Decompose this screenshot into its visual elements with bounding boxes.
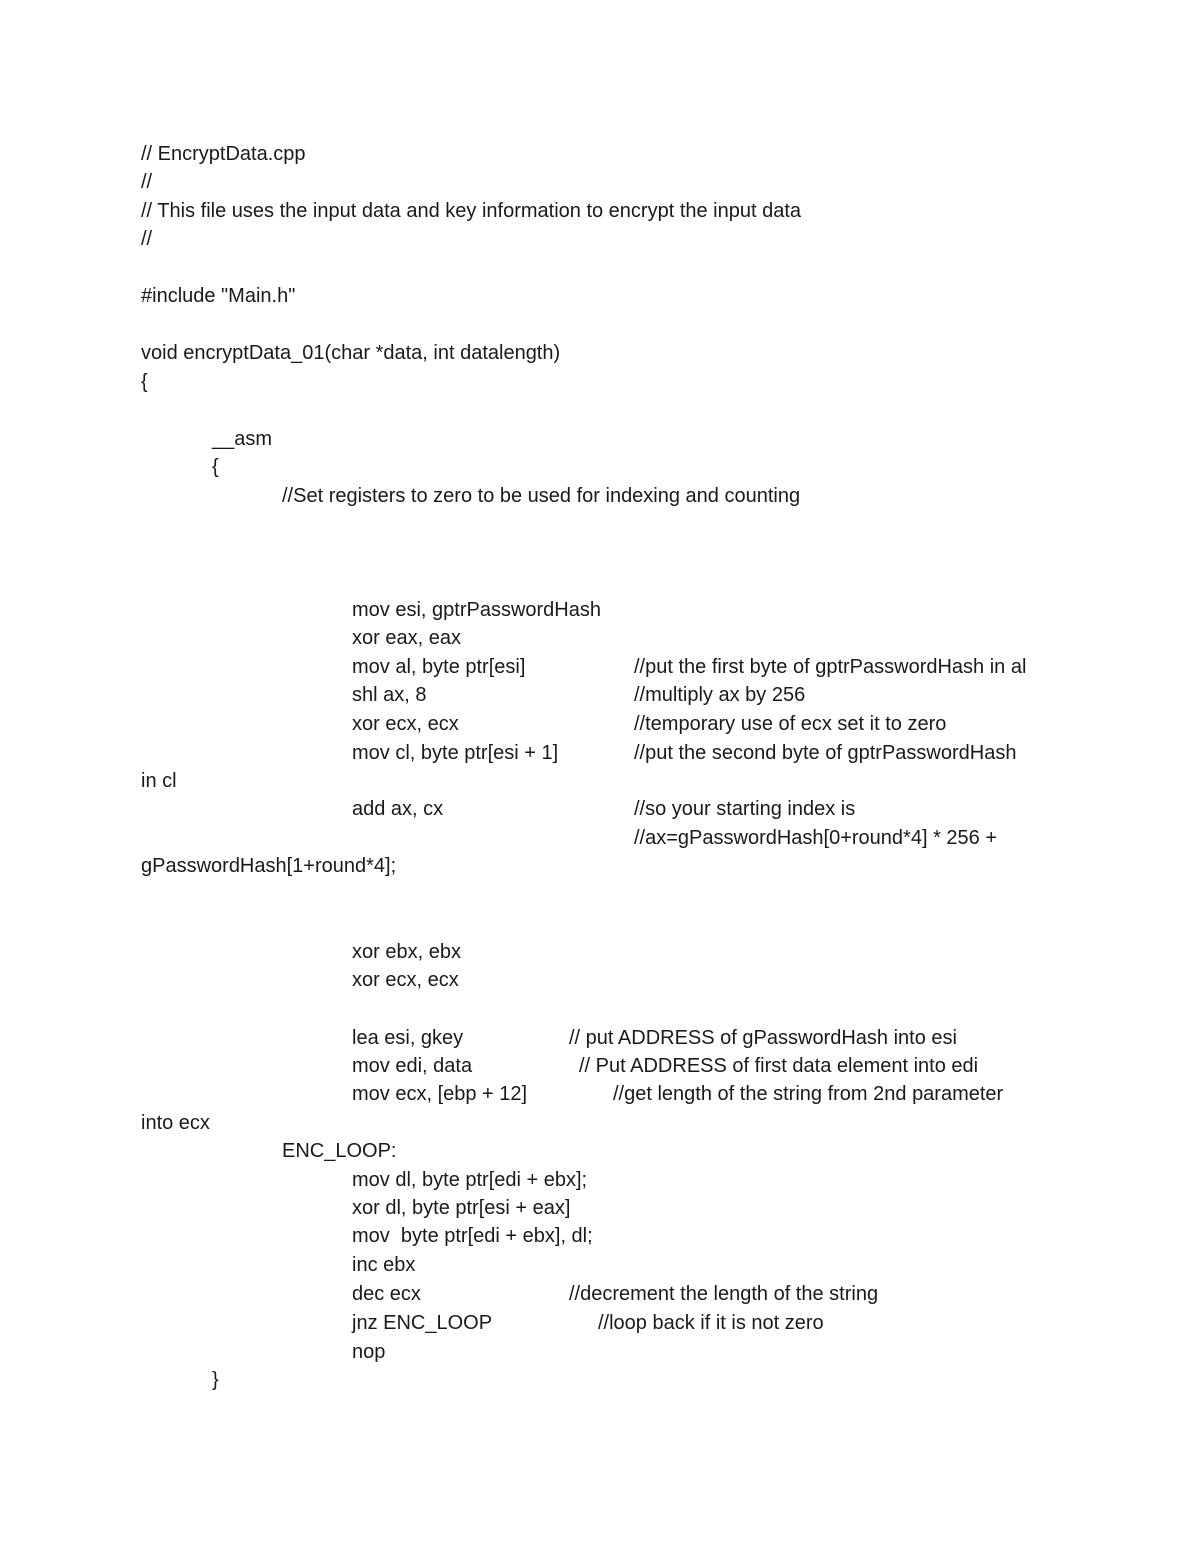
code-comment-wrap: in cl <box>141 770 177 792</box>
code-line: mov byte ptr[edi + ebx], dl; <box>352 1225 593 1247</box>
code-line: xor eax, eax <box>352 627 461 649</box>
code-line: inc ebx <box>352 1254 416 1276</box>
code-line: shl ax, 8 <box>352 684 427 706</box>
code-comment: // put ADDRESS of gPasswordHash into esi <box>569 1027 957 1049</box>
code-line: // <box>141 228 153 250</box>
code-line: // <box>141 171 153 193</box>
code-line: __asm <box>212 428 273 450</box>
code-label: ENC_LOOP: <box>282 1140 397 1162</box>
code-line: // EncryptData.cpp <box>141 143 306 165</box>
code-line: void encryptData_01(char *data, int datalength) <box>141 342 561 364</box>
code-line: lea esi, gkey <box>352 1027 464 1049</box>
code-line: xor dl, byte ptr[esi + eax] <box>352 1197 571 1219</box>
code-line: { <box>212 456 219 478</box>
code-line: mov esi, gptrPasswordHash <box>352 599 601 621</box>
code-line: mov al, byte ptr[esi] <box>352 656 526 678</box>
code-line: mov dl, byte ptr[edi + ebx]; <box>352 1169 588 1191</box>
code-line: { <box>141 371 148 393</box>
code-line: nop <box>352 1341 386 1363</box>
code-comment: //ax=gPasswordHash[0+round*4] * 256 + <box>634 827 998 849</box>
code-comment: //put the second byte of gptrPasswordHash <box>634 742 1017 764</box>
code-line: mov ecx, [ebp + 12] <box>352 1083 528 1105</box>
code-comment: //get length of the string from 2nd parameter <box>613 1083 1004 1105</box>
code-line: mov cl, byte ptr[esi + 1] <box>352 742 559 764</box>
code-line: xor ecx, ecx <box>352 713 459 735</box>
code-comment: //multiply ax by 256 <box>634 684 806 706</box>
code-comment: //loop back if it is not zero <box>598 1312 824 1334</box>
code-comment: //so your starting index is <box>634 798 856 820</box>
code-comment: //Set registers to zero to be used for indexing and counting <box>282 485 801 507</box>
code-line: #include "Main.h" <box>141 285 296 307</box>
code-comment: //put the first byte of gptrPasswordHash in al <box>634 656 1027 678</box>
code-line: xor ebx, ebx <box>352 941 461 963</box>
code-comment: //temporary use of ecx set it to zero <box>634 713 947 735</box>
code-line: dec ecx <box>352 1283 421 1305</box>
code-comment: //decrement the length of the string <box>569 1283 879 1305</box>
code-line: add ax, cx <box>352 798 444 820</box>
code-comment-wrap: gPasswordHash[1+round*4]; <box>141 855 397 877</box>
code-line: xor ecx, ecx <box>352 969 459 991</box>
code-comment-wrap: into ecx <box>141 1112 210 1134</box>
code-comment: // Put ADDRESS of first data element into edi <box>579 1055 979 1077</box>
code-line: } <box>212 1369 219 1391</box>
code-line: // This file uses the input data and key information to encrypt the input data <box>141 200 802 222</box>
code-line: mov edi, data <box>352 1055 473 1077</box>
code-line: jnz ENC_LOOP <box>352 1312 493 1334</box>
